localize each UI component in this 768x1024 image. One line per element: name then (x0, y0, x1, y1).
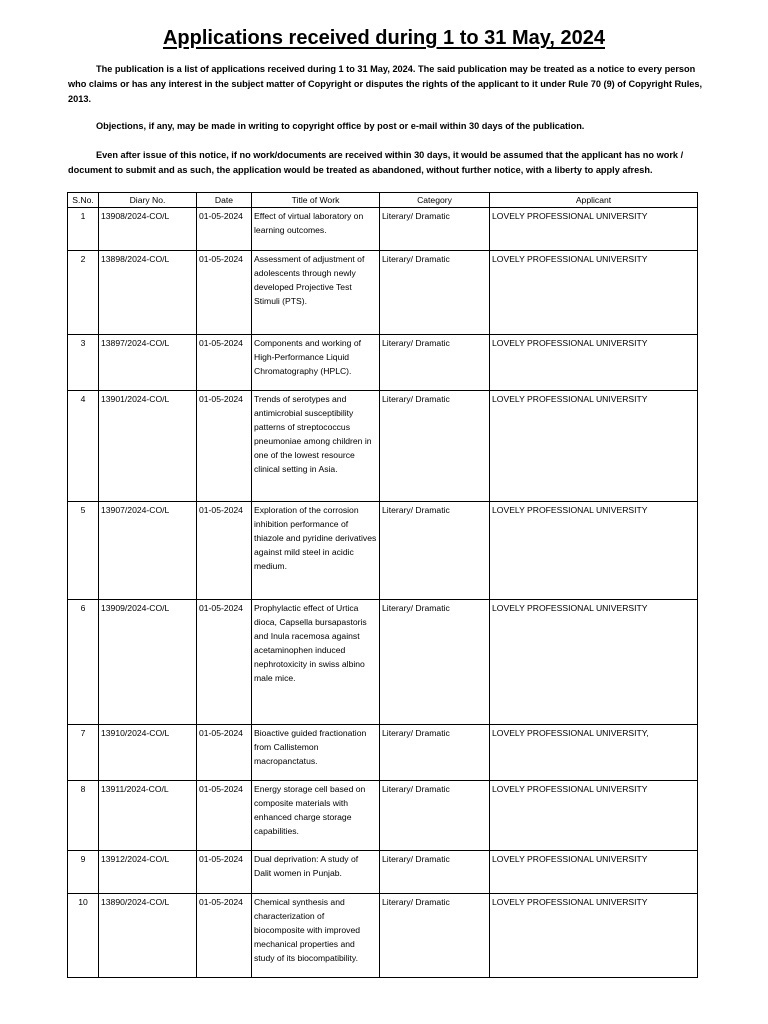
cell-category: Literary/ Dramatic (380, 502, 490, 600)
cell-sno: 7 (68, 725, 99, 781)
cell-title: Effect of virtual laboratory on learning outcomes. (252, 208, 380, 251)
cell-title: Exploration of the corrosion inhibition performance of thiazole and pyridine derivatives against mild steel in acidic medium. (252, 502, 380, 600)
cell-category: Literary/ Dramatic (380, 335, 490, 391)
cell-category: Literary/ Dramatic (380, 251, 490, 335)
cell-sno: 1 (68, 208, 99, 251)
cell-date: 01-05-2024 (197, 781, 252, 851)
cell-date: 01-05-2024 (197, 894, 252, 978)
cell-date: 01-05-2024 (197, 725, 252, 781)
cell-applicant: LOVELY PROFESSIONAL UNIVERSITY (490, 391, 698, 502)
header-title-of-work: Title of Work (252, 193, 380, 208)
cell-sno: 6 (68, 600, 99, 725)
cell-diary-no: 13911/2024-CO/L (99, 781, 197, 851)
cell-date: 01-05-2024 (197, 851, 252, 894)
cell-category: Literary/ Dramatic (380, 894, 490, 978)
cell-category: Literary/ Dramatic (380, 600, 490, 725)
cell-diary-no: 13901/2024-CO/L (99, 391, 197, 502)
cell-applicant: LOVELY PROFESSIONAL UNIVERSITY (490, 851, 698, 894)
cell-applicant: LOVELY PROFESSIONAL UNIVERSITY (490, 781, 698, 851)
document-title: Applications received during 1 to 31 May, 2024 (162, 27, 605, 49)
cell-date: 01-05-2024 (197, 391, 252, 502)
cell-diary-no: 13908/2024-CO/L (99, 208, 197, 251)
cell-sno: 4 (68, 391, 99, 502)
table-row (68, 251, 698, 335)
cell-title: Trends of serotypes and antimicrobial susceptibility patterns of streptococcus pneumoniae among children in one of the lowest resource clinical setting in Asia. (252, 391, 380, 502)
table-row (68, 851, 698, 894)
cell-diary-no: 13890/2024-CO/L (99, 894, 197, 978)
cell-sno: 10 (68, 894, 99, 978)
cell-category: Literary/ Dramatic (380, 208, 490, 251)
cell-sno: 5 (68, 502, 99, 600)
cell-title: Components and working of High-Performance Liquid Chromatography (HPLC). (252, 335, 380, 391)
cell-category: Literary/ Dramatic (380, 391, 490, 502)
cell-diary-no: 13907/2024-CO/L (99, 502, 197, 600)
cell-date: 01-05-2024 (197, 502, 252, 600)
table-row (68, 208, 698, 251)
cell-category: Literary/ Dramatic (380, 725, 490, 781)
cell-diary-no: 13912/2024-CO/L (99, 851, 197, 894)
cell-applicant: LOVELY PROFESSIONAL UNIVERSITY (490, 894, 698, 978)
objections-paragraph: Objections, if any, may be made in writing to copyright office by post or e-mail within 30 days of the publication. (96, 121, 585, 131)
cell-title: Bioactive guided fractionation from Callistemon macropanctatus. (252, 725, 380, 781)
cell-title: Assessment of adjustment of adolescents through newly developed Projective Test Stimuli (PTS). (252, 251, 380, 335)
header-sno: S.No. (68, 193, 99, 208)
table-row (68, 335, 698, 391)
cell-applicant: LOVELY PROFESSIONAL UNIVERSITY (490, 600, 698, 725)
header-date: Date (197, 193, 252, 208)
table-row (68, 725, 698, 781)
cell-sno: 3 (68, 335, 99, 391)
cell-category: Literary/ Dramatic (380, 851, 490, 894)
table-header-row (68, 193, 698, 208)
cell-date: 01-05-2024 (197, 208, 252, 251)
cell-diary-no: 13898/2024-CO/L (99, 251, 197, 335)
table-row (68, 391, 698, 502)
cell-applicant: LOVELY PROFESSIONAL UNIVERSITY (490, 502, 698, 600)
cell-title: Prophylactic effect of Urtica dioca, Capsella bursapastoris and Inula racemosa against acetaminophen induced nephrotoxicity in swiss albino male mice. (252, 600, 380, 725)
table-row (68, 600, 698, 725)
cell-title: Chemical synthesis and characterization of biocomposite with improved mechanical properties and study of its biocompatibility. (252, 894, 380, 978)
cell-date: 01-05-2024 (197, 251, 252, 335)
table-row (68, 781, 698, 851)
cell-applicant: LOVELY PROFESSIONAL UNIVERSITY (490, 335, 698, 391)
notice-paragraph: The publication is a list of applications received during 1 to 31 May, 2024. The said publication may be treated as a notice to every person who claims or has any interest in the subject matter of Copyright or disputes the rights of the applicant to it under Rule 70 (9) of Copyright Rules, 2013. (68, 64, 703, 104)
abandonment-paragraph: Even after issue of this notice, if no work/documents are received within 30 days, it would be assumed that the applicant has no work / document to submit and as such, the application would be treated as abandoned, without further notice, with a liberty to apply afresh. (68, 150, 684, 175)
cell-title: Dual deprivation: A study of Dalit women in Punjab. (252, 851, 380, 894)
cell-diary-no: 13909/2024-CO/L (99, 600, 197, 725)
cell-date: 01-05-2024 (197, 600, 252, 725)
cell-sno: 8 (68, 781, 99, 851)
cell-applicant: LOVELY PROFESSIONAL UNIVERSITY, (490, 725, 698, 781)
cell-date: 01-05-2024 (197, 335, 252, 391)
table-row (68, 894, 698, 978)
header-category: Category (380, 193, 490, 208)
cell-applicant: LOVELY PROFESSIONAL UNIVERSITY (490, 251, 698, 335)
header-diary-no: Diary No. (99, 193, 197, 208)
table-row (68, 502, 698, 600)
cell-title: Energy storage cell based on composite materials with enhanced charge storage capabilities. (252, 781, 380, 851)
cell-diary-no: 13897/2024-CO/L (99, 335, 197, 391)
cell-category: Literary/ Dramatic (380, 781, 490, 851)
cell-diary-no: 13910/2024-CO/L (99, 725, 197, 781)
cell-applicant: LOVELY PROFESSIONAL UNIVERSITY (490, 208, 698, 251)
cell-sno: 9 (68, 851, 99, 894)
cell-sno: 2 (68, 251, 99, 335)
header-applicant: Applicant (490, 193, 698, 208)
applications-table (67, 192, 698, 978)
